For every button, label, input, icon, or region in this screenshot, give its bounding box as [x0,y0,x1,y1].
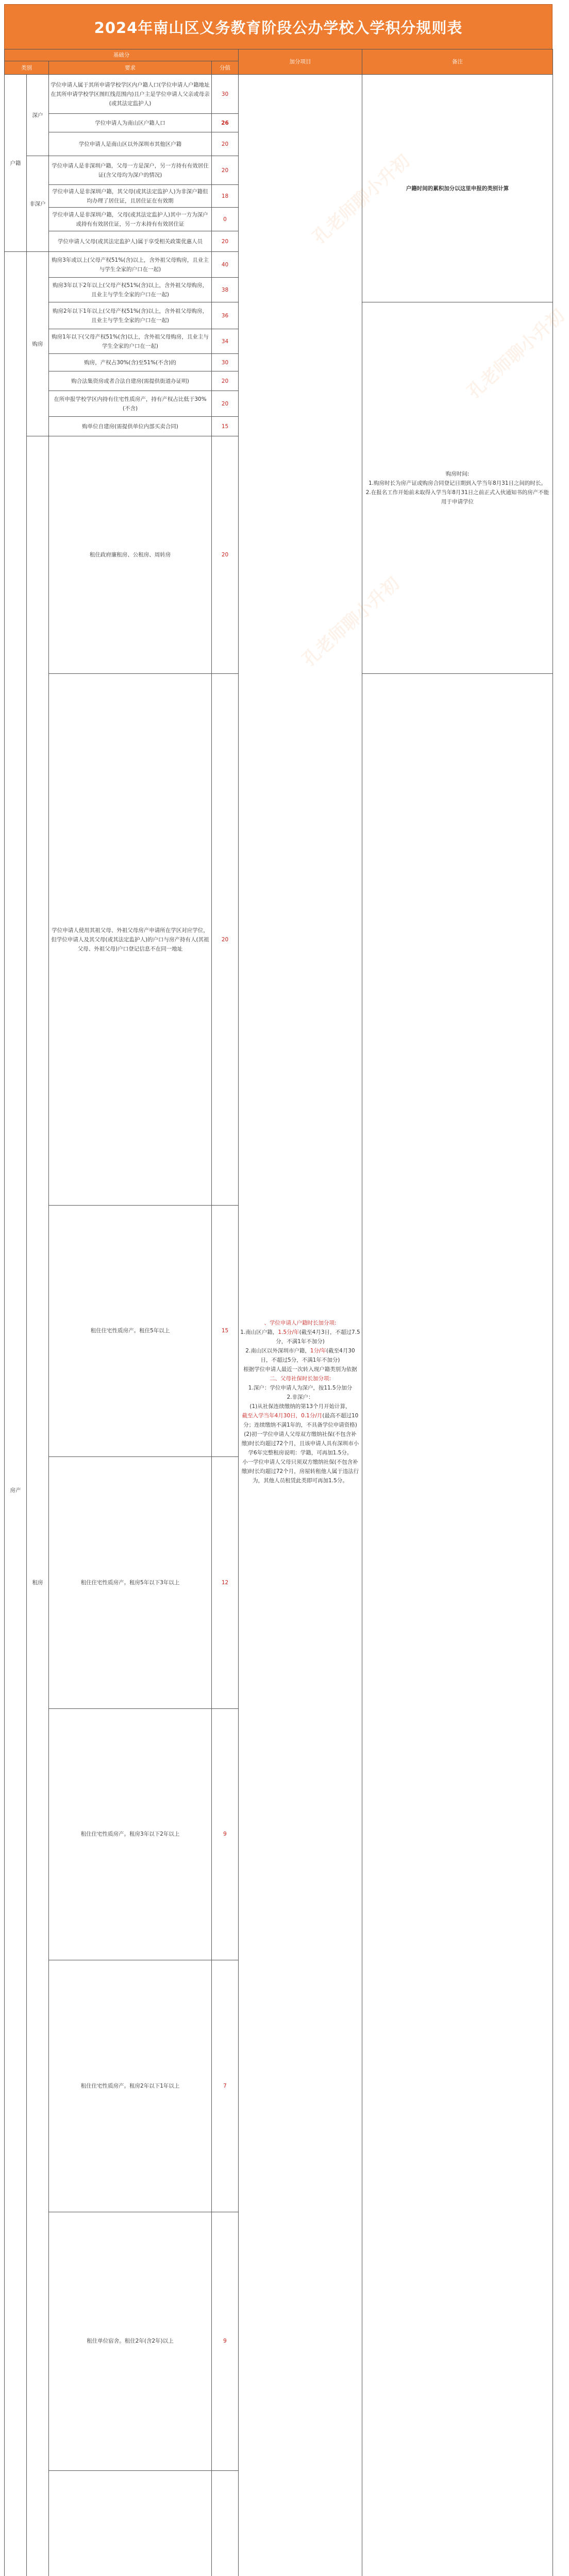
score-cell: 7 [212,1960,239,2212]
header-score: 分值 [212,61,239,75]
requirement-cell [49,2470,212,2576]
header-category: 类别 [5,61,49,75]
score-cell: 26 [212,114,239,132]
category-huji: 户籍 [5,75,27,252]
requirement-cell: 学位申请人是非深圳户籍，其父母(或其法定监护人)为非深户籍但均办理了居住证，且居住证在有效期 [49,185,212,208]
remark-line: 1.购房时长为房产证或购房合同登记日期到入学当年8月31日之间的时长。 [364,479,551,488]
remark-huji: 户籍时间的累积加分以这里申报的类别计算 [362,75,553,302]
watermark: 孔老师聊小升初 [461,302,569,403]
remark-line: 购房时间: [364,469,551,479]
points-table [4,49,553,2576]
bonus-line: 1.深户：学位申请人为深户，按11.5分加分 [240,1383,360,1393]
score-cell: 30 [212,75,239,114]
requirement-cell: 租住住宅性质房产。租住5年以上 [49,1205,212,1457]
watermark: 孔老师聊小升初 [296,570,404,671]
requirement-cell: 学位申请人属于其所申请学校学区内户籍人口(学位申请人户籍地址在其所申请学校学区图红线范围内)且户主是学位申请人父亲或母亲(或其法定监护人) [49,75,212,114]
requirement-cell: 学位申请人是非深圳户籍，父母(或其法定监护人)其中一方为深户或持有有效居住证，另一方未持有有效居住证 [49,208,212,231]
requirement-cell: 购房2年以下1年以上(父母产权51%(含)以上，含外祖父母购房，且业主与学生全家的户口在一起) [49,302,212,329]
header-remarks: 备注 [362,49,553,75]
requirement-cell: 购房，产权占30%(含)至51%(不含)的 [49,354,212,371]
bonus-line: 1.南山区户籍，1.5分/年(截至4月3日，不超过7.5分，不满1年不加分) [240,1328,360,1346]
score-cell: 20 [212,371,239,391]
score-cell: 0 [212,208,239,231]
requirement-cell: 租住住宅性质房产。租房2年以下1年以上 [49,1960,212,2212]
score-cell: 20 [212,132,239,156]
requirement-cell: 学位申请人父母(或其法定监护人)属于享受相关政策优惠人员 [49,231,212,252]
requirement-cell: 租住单位宿舍。租住2年(含2年)以上 [49,2212,212,2470]
subcategory-shenhu: 深户 [27,75,49,156]
bonus-line: 二、父母社保时长加分项: [240,1374,360,1383]
score-cell: 20 [212,436,239,674]
requirement-cell: 租住政府廉租房、公租房、周转房 [49,436,212,674]
bonus-line: 根据学位申请人最近一次转入现户籍类别为依据 [240,1365,360,1374]
requirement-cell: 在所申报学校学区内持有住宅性质房产，持有产权占比低于30%(不含) [49,391,212,417]
score-cell: 20 [212,391,239,417]
requirement-cell: 购房1年以下(父母产权51%(含)以上，含外祖父母购房，且业主与学生全家的户口在一起) [49,329,212,354]
requirement-cell: 学位申请人是南山区以外深圳市其他区户籍 [49,132,212,156]
requirement-cell: 购房3年以下2年以上(父母产权51%(含)以上，含外祖父母购房，且业主与学生全家的户口在一起) [49,278,212,302]
requirement-cell: 租住住宅性质房产。租房3年以下2年以上 [49,1708,212,1960]
header-base: 基础分 [5,49,239,61]
score-cell: 40 [212,252,239,278]
score-cell: 36 [212,302,239,329]
subcategory-goufang: 购房 [27,252,49,436]
remark-line: 2.在报名工作开始前未取得入学当年8月31日之前正式入伙通知书的房产不能用于申请学位 [364,488,551,506]
bonus-items-cell [239,75,362,2576]
bonus-line: 小一学位申请人父母只须双方缴纳社保(不包含补缴)时长均超过72个月，房屋转租他人属于违法行为，其他人员租赁此类即可再加1.5分。 [240,1458,360,1485]
category-fangchan: 房产 [5,252,27,2576]
score-cell: 20 [212,674,239,1205]
requirement-cell: 购房3年或以上(父母产权51%(含)以上，含外祖父母购房，且业主与学生全家的户口在一起) [49,252,212,278]
requirement-cell: 租住住宅性质房产。租房5年以下3年以上 [49,1457,212,1709]
score-cell: 20 [212,156,239,185]
remark-goufang [362,302,553,674]
score-cell: 38 [212,278,239,302]
requirement-cell: 学位申请人为南山区户籍人口 [49,114,212,132]
score-cell: 18 [212,185,239,208]
header-requirement: 要求 [49,61,212,75]
score-cell [212,2470,239,2576]
score-cell: 12 [212,1457,239,1709]
score-cell: 30 [212,354,239,371]
requirement-cell: 学位申请人使用其祖父母、外祖父母房产申请所在学区对应学位，但学位申请人及其父母(或其法定监护人)的户口与房产持有人(其祖父母、外祖父母)户口登记信息不在同一地址 [49,674,212,1205]
requirement-cell: 购合法集资房或者合法自建房(需提供街道办证明) [49,371,212,391]
header-bonus: 加分项目 [239,49,362,75]
score-cell: 15 [212,1205,239,1457]
bonus-line: 2.南山区以外深圳市户籍，1分/年(截至4月30日，不超过5分，不满1年不加分) [240,1346,360,1365]
score-cell: 20 [212,231,239,252]
subcategory-feishenhu: 非深户 [27,156,49,252]
bonus-line: (1)从社保连续缴纳的第13个月开始计算， [240,1402,360,1411]
score-cell: 9 [212,2212,239,2470]
bonus-line: 2.非深户： [240,1393,360,1402]
watermark: 孔老师聊小升初 [306,148,414,249]
subcategory-zufang: 租房 [27,436,49,2576]
requirement-cell: 学位申请人是非深圳户籍，父母一方是深户，另一方持有有效居住证(含父母均为深户的情况) [49,156,212,185]
bonus-line: 截至入学当年4月30日，0.1分/月(最高不超过10分；连续缴纳不满1年的，不具备学位申请资格) [240,1411,360,1430]
bonus-line: (2)初一学位申请人父母双方缴纳社保(不包含补缴)时长均超过72个月，且该申请人具有深圳市小学6年完整租房说明：学籍，可再加1.5分。 [240,1430,360,1458]
requirement-cell: 购单位自建房(需提供单位内部买卖合同) [49,417,212,436]
page-title: 2024年南山区义务教育阶段公办学校入学积分规则表 [4,4,553,49]
score-cell: 15 [212,417,239,436]
bonus-line: 、学位申请人户籍时长加分项: [240,1318,360,1328]
score-cell: 9 [212,1708,239,1960]
score-cell: 34 [212,329,239,354]
